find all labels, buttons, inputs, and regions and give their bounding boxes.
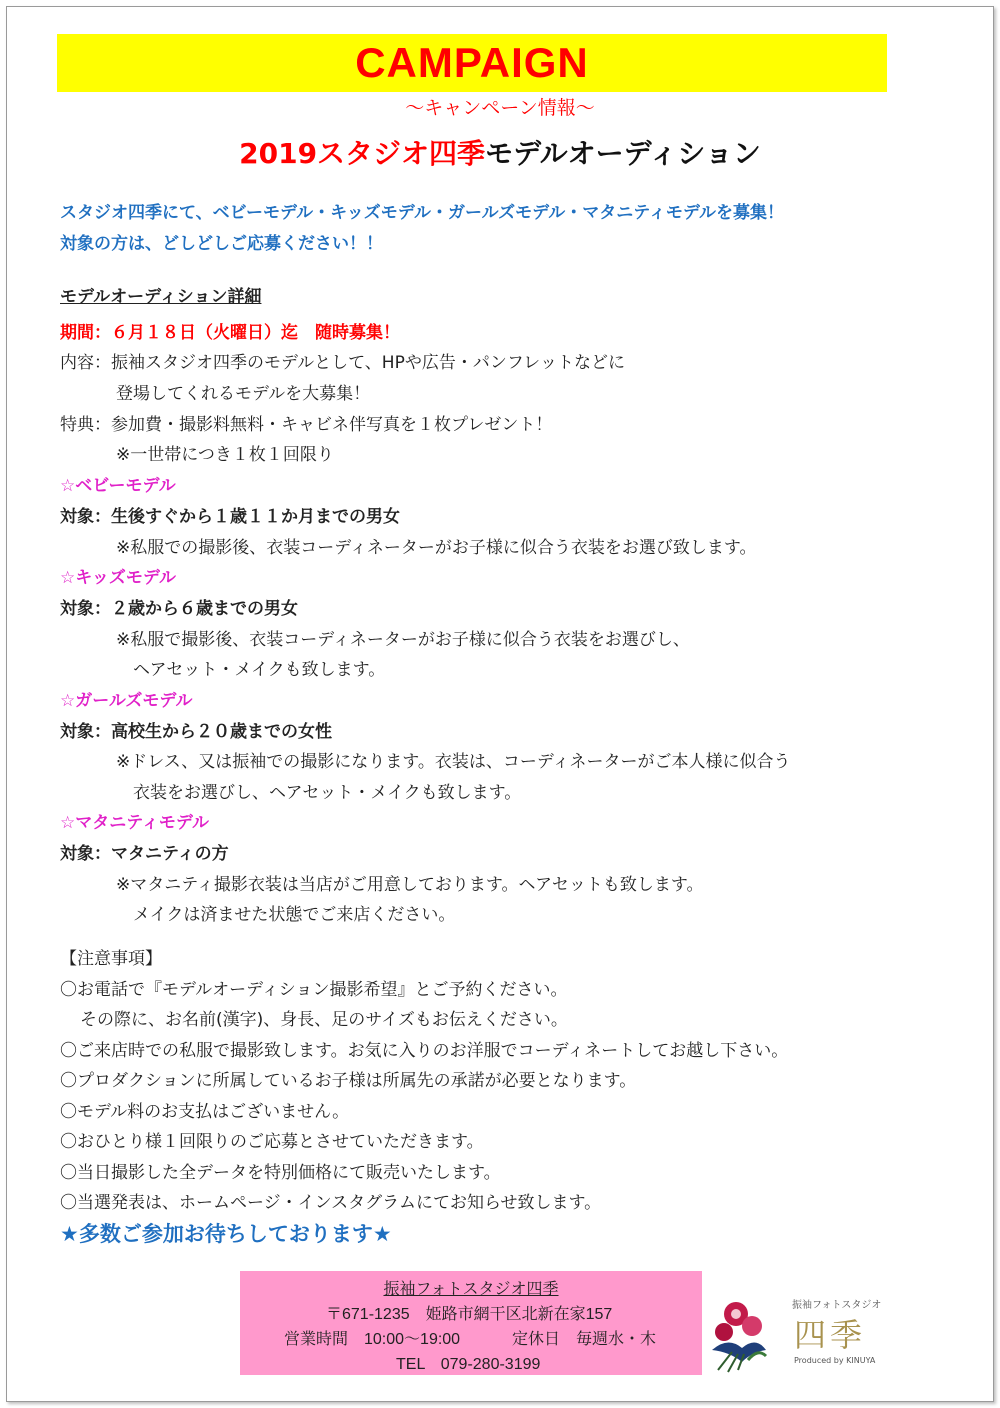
headline-black: モデルオーディション	[485, 137, 761, 170]
notice-item: 〇当選発表は、ホームページ・インスタグラムにてお知らせ致します。	[60, 1193, 602, 1213]
notice-item: 〇おひとり様１回限りのご応募とさせていただきます。	[60, 1132, 484, 1152]
category-title-kids: ☆キッズモデル	[60, 568, 177, 588]
category-note-girls-2: 衣装をお選びし、ヘアセット・メイクも致します。	[133, 783, 522, 803]
category-note-maternity-2: メイクは済ませた状態でご来店ください。	[133, 905, 456, 925]
notice-item: 〇モデル料のお支払はございません。	[60, 1102, 350, 1122]
headline-red: 2019スタジオ四季	[239, 137, 486, 170]
notice-item: 〇プロダクションに所属しているお子様は所属先の承諾が必要となります。	[60, 1071, 637, 1091]
logo-small-text: 振袖フォトスタジオ	[792, 1300, 882, 1311]
headline	[0, 132, 1000, 172]
content-line-2: 登場してくれるモデルを大募集！	[116, 384, 371, 404]
banner-subtitle: 〜キャンペーン情報〜	[405, 97, 595, 119]
notice-item: 〇お電話で『モデルオーディション撮影希望』とご予約ください。	[60, 980, 568, 1000]
notice-item: 〇ご来店時での私服で撮影致します。お気に入りのお洋服でコーディネートしてお越し下さい。	[60, 1041, 789, 1061]
banner-title: CAMPAIGN	[355, 39, 589, 86]
category-note-girls-1: ※ドレス、又は振袖での撮影になります。衣装は、コーディネーターがご本人様に似合う	[116, 752, 791, 772]
business-hours: 営業時間 10:00〜19:00	[284, 1331, 461, 1348]
category-note-kids-2: ヘアセット・メイクも致します。	[133, 660, 386, 680]
notice-item: 〇当日撮影した全データを特別価格にて販売いたします。	[60, 1163, 501, 1183]
category-target-kids: 対象：２歳から６歳までの男女	[60, 599, 298, 619]
contact-box	[240, 1271, 702, 1375]
category-note-baby-1: ※私服での撮影後、衣装コーディネーターがお子様に似合う衣装をお選び致します。	[116, 538, 757, 558]
logo-produced-text: Produced by KINUYA	[794, 1356, 876, 1365]
category-target-baby: 対象：生後すぐから１歳１１か月までの男女	[60, 507, 400, 527]
details-heading: モデルオーディション詳細	[60, 287, 262, 307]
studio-name: 振袖フォトスタジオ四季	[383, 1281, 559, 1298]
logo-main-text: 四季	[794, 1316, 867, 1354]
intro-line-1: スタジオ四季にて、ベビーモデル・キッズモデル・ガールズモデル・マタニティモデルを募集！	[60, 203, 785, 223]
benefit-line-2: ※一世帯につき１枚１回限り	[116, 445, 334, 465]
category-title-girls: ☆ガールズモデル	[60, 691, 193, 711]
category-title-maternity: ☆マタニティモデル	[60, 813, 210, 833]
category-note-maternity-1: ※マタニティ撮影衣装は当店がご用意しております。ヘアセットも致します。	[116, 875, 704, 895]
category-target-maternity: 対象：マタニティの方	[60, 844, 229, 864]
studio-tel: TEL 079-280-3199	[396, 1356, 541, 1373]
category-target-girls: 対象：高校生から２０歳までの女性	[60, 722, 332, 742]
notices-heading: 【注意事項】	[60, 949, 162, 969]
category-note-kids-1: ※私服で撮影後、衣装コーディネーターがお子様に似合う衣装をお選びし、	[116, 630, 690, 650]
studio-address: 〒671-1235 姫路市網干区北新在家157	[326, 1306, 613, 1323]
studio-logo	[708, 1290, 888, 1380]
category-title-baby: ☆ベビーモデル	[60, 476, 176, 496]
campaign-banner	[57, 34, 887, 92]
period-line: 期間：６月１８日（火曜日）迄 随時募集！	[60, 323, 400, 343]
benefit-line-1: 特典：参加費・撮影料無料・キャビネ伴写真を１枚プレゼント！	[60, 415, 553, 435]
intro-line-2: 対象の方は、どしどしご応募ください！！	[60, 234, 383, 254]
closing-message: ★多数ご参加お待ちしております★	[60, 1222, 392, 1246]
notice-item: その際に、お名前(漢字)、身長、足のサイズもお伝えください。	[80, 1010, 568, 1030]
content-line-1: 内容：振袖スタジオ四季のモデルとして、HPや広告・パンフレットなどに	[60, 353, 625, 373]
closed-days: 定休日 毎週水・木	[512, 1331, 657, 1348]
